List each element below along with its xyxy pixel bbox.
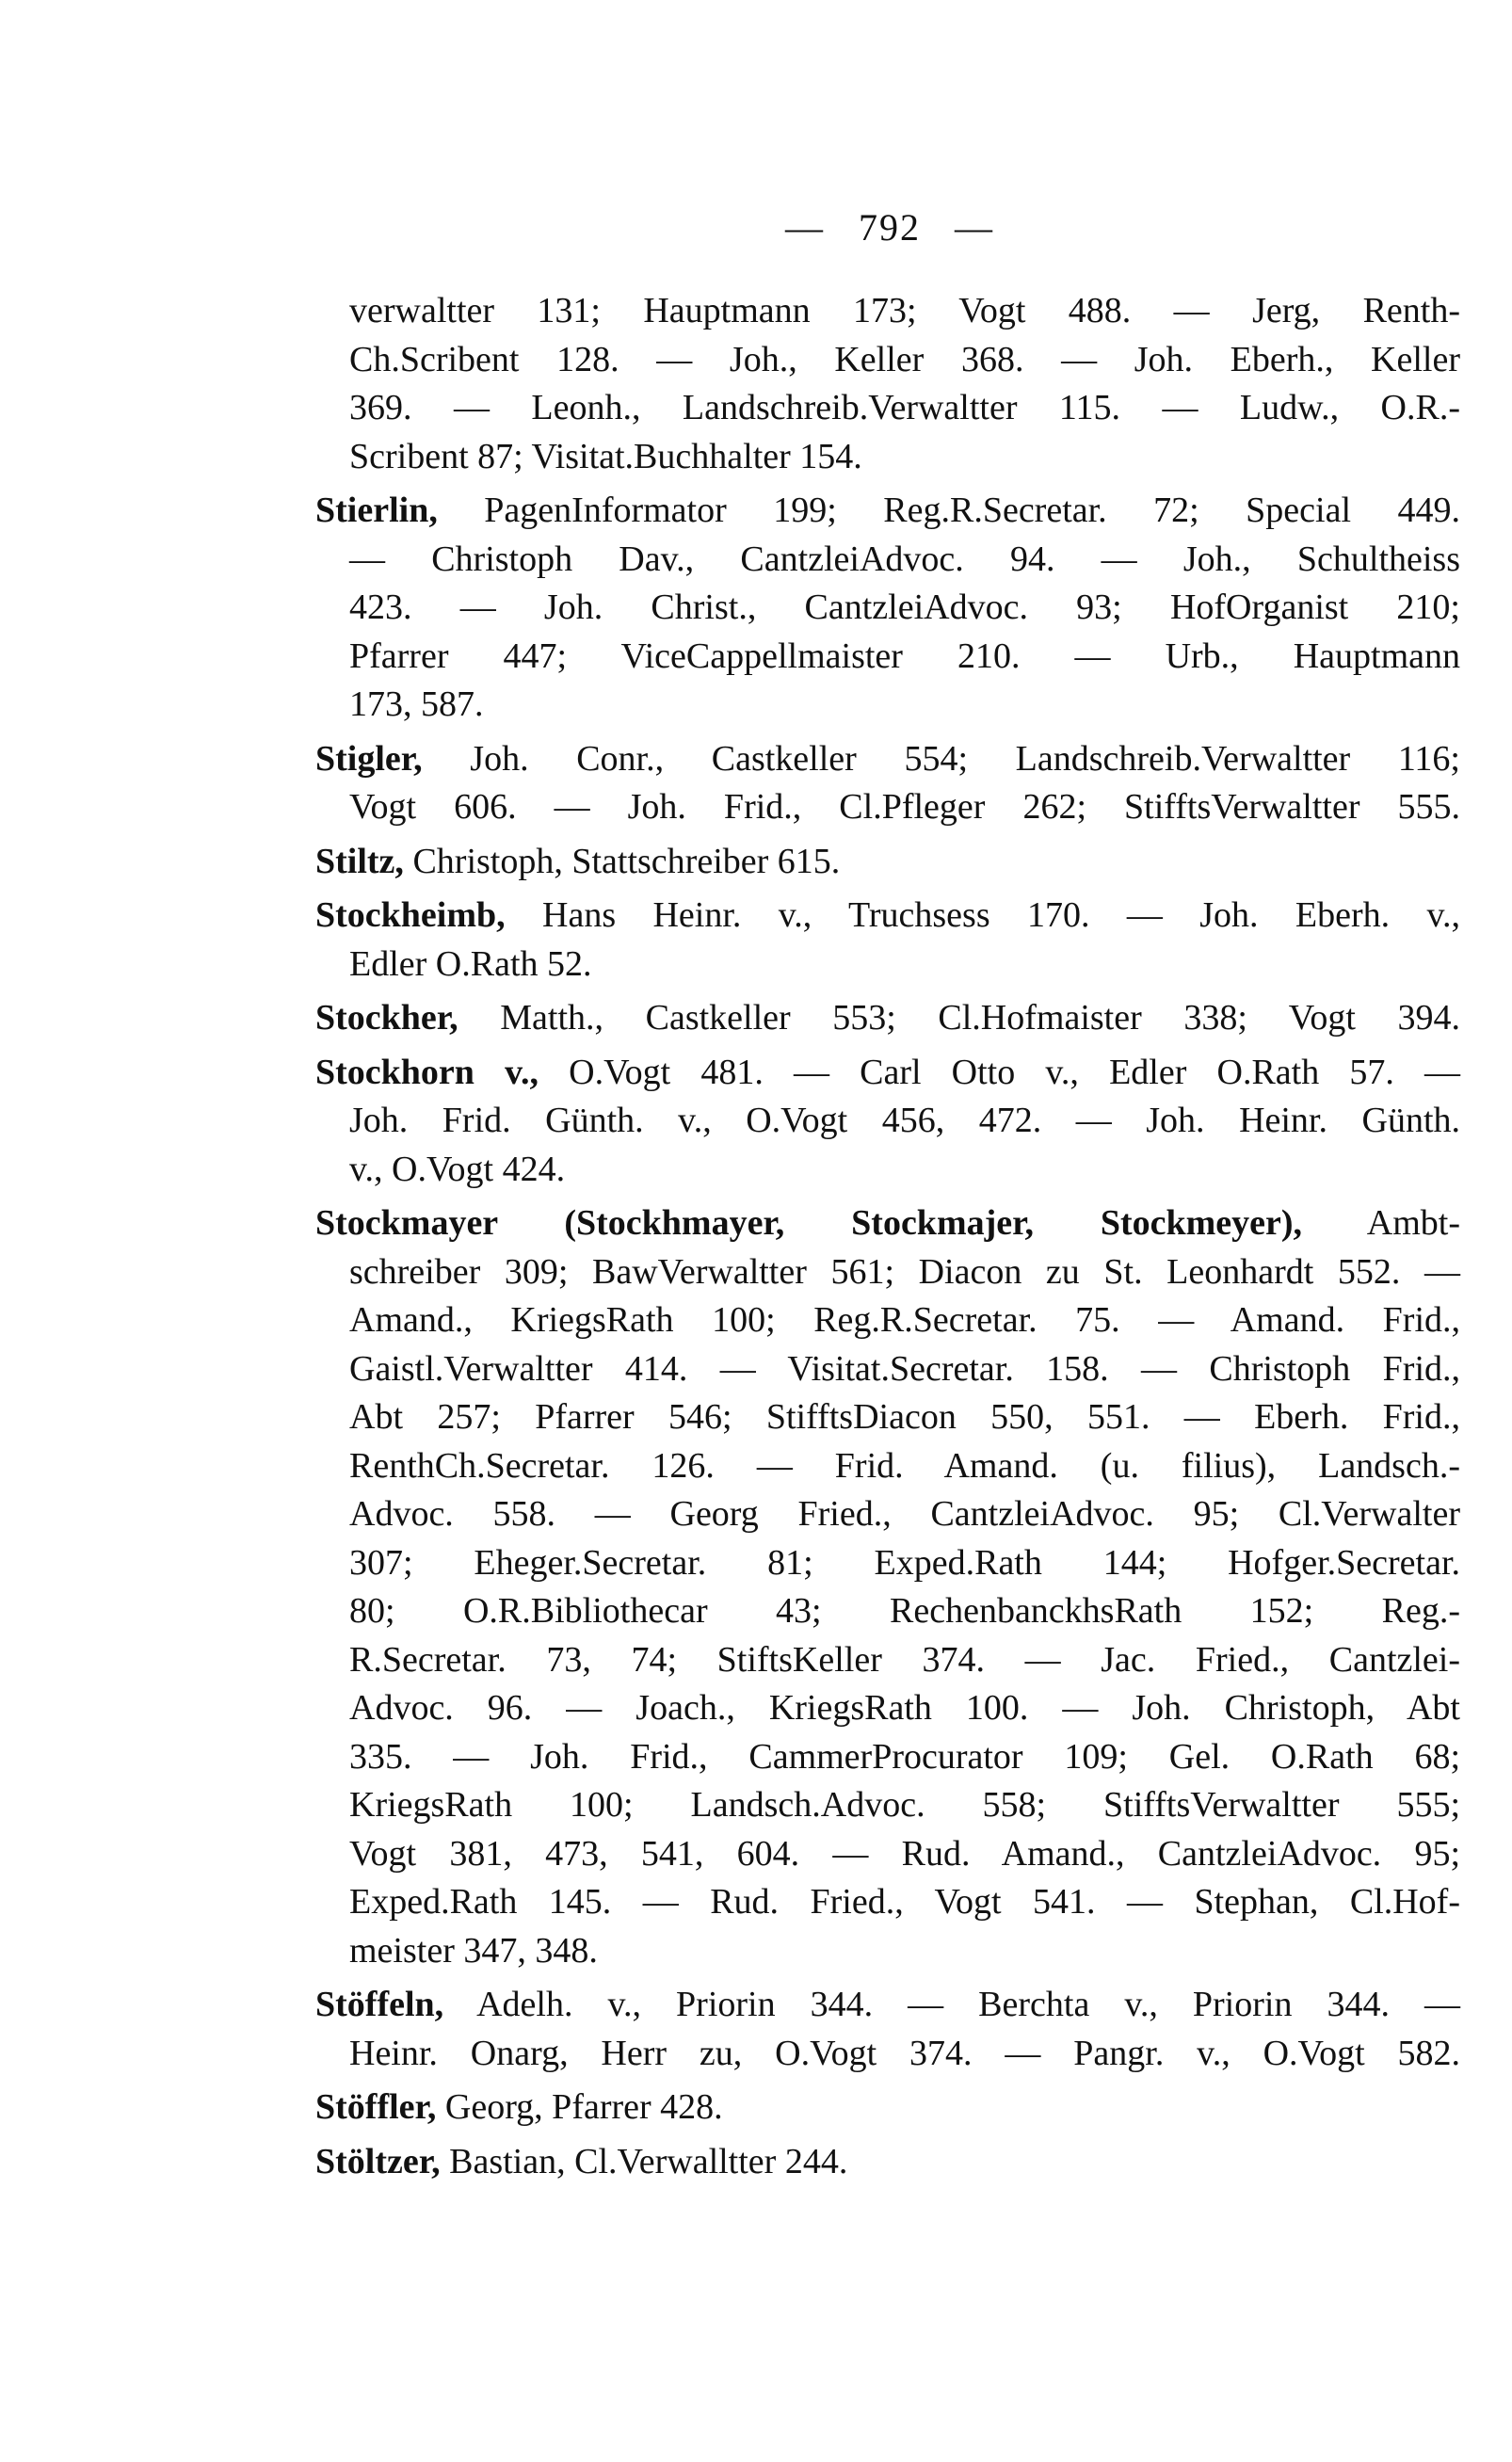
entry-line: [349, 584, 1460, 633]
page-number-dash-left: —: [785, 206, 825, 249]
entry-line: [349, 536, 1460, 585]
entry-text: 335. — Joh. Frid., CammerProcurator 109; Gel. O.Rath 68;: [349, 1736, 1460, 1777]
entry-line: [349, 633, 1460, 682]
entry-text: Christoph, Stattschreiber 615.: [403, 841, 841, 881]
entry-text: 423. — Joh. Christ., CantzleiAdvoc. 93; HofOrganist 210;: [349, 587, 1460, 627]
entry-headword: Stigler,: [315, 738, 423, 779]
entry-headword: Stockhorn v.,: [315, 1052, 539, 1092]
entry-headword: Stiltz,: [315, 841, 404, 881]
entry-text: KriegsRath 100; Landsch.Advoc. 558; StifftsVerwaltter 555;: [349, 1785, 1460, 1825]
entry-text: schreiber 309; BawVerwaltter 561; Diacon zu St. Leonhardt 552. —: [349, 1251, 1460, 1292]
entry-line: [315, 1981, 1460, 2030]
entry-line: [349, 1539, 1460, 1588]
entry-line: [315, 892, 1460, 941]
entry-line: [349, 1830, 1460, 1879]
entry-text: Joh. Frid. Günth. v., O.Vogt 456, 472. — Joh. Heinr. Günth.: [349, 1101, 1460, 1140]
entry-text: verwaltter 131; Hauptmann 173; Vogt 488. — Jerg, Renth-: [349, 291, 1460, 330]
entry-text: Edler O.Rath 52.: [349, 943, 592, 984]
entry-headword: Stöltzer,: [315, 2141, 441, 2181]
entry-line: [349, 384, 1460, 433]
entry-text: PagenInformator 199; Reg.R.Secretar. 72; Special 449.: [437, 491, 1460, 530]
entry-line: [349, 1393, 1460, 1442]
entry-line: [349, 1442, 1460, 1491]
entry-line: [349, 336, 1460, 385]
register-entry: [315, 838, 1460, 887]
entry-text: Pfarrer 447; ViceCappellmaister 210. — Urb., Hauptmann: [349, 636, 1460, 676]
entry-text: Bastian, Cl.Verwalltter 244.: [440, 2141, 848, 2181]
entry-text: 369. — Leonh., Landschreib.Verwaltter 115. — Ludw., O.R.-: [349, 388, 1460, 427]
entry-text: Advoc. 558. — Georg Fried., CantzleiAdvoc. 95; Cl.Verwalter: [349, 1494, 1460, 1534]
entry-text: RenthCh.Secretar. 126. — Frid. Amand. (u. filius), Landsch.-: [349, 1445, 1460, 1486]
register-entry: [315, 1199, 1460, 1975]
entry-text: O.Vogt 481. — Carl Otto v., Edler O.Rath 57. —: [538, 1052, 1461, 1092]
entry-text: meister 347, 348.: [349, 1930, 598, 1971]
entry-text: Adelh. v., Priorin 344. — Berchta v., Priorin 344. —: [443, 1985, 1460, 2024]
entry-headword: Stöffeln,: [315, 1985, 444, 2024]
entry-text: — Christoph Dav., CantzleiAdvoc. 94. — Joh., Schultheiss: [349, 539, 1460, 579]
entry-text: Heinr. Onarg, Herr zu, O.Vogt 374. — Pangr. v., O.Vogt 582.: [349, 2033, 1460, 2073]
entry-text: 80; O.R.Bibliothecar 43; RechenbanckhsRath 152; Reg.-: [349, 1591, 1460, 1631]
entry-line: [349, 1684, 1460, 1733]
entry-text: Ambt-: [1302, 1203, 1460, 1243]
entry-text: Gaistl.Verwaltter 414. — Visitat.Secretar. 158. — Christoph Frid.,: [349, 1348, 1460, 1389]
entry-line: [349, 1587, 1460, 1636]
entry-line: [349, 287, 1460, 336]
entry-text: 173, 587.: [349, 684, 484, 724]
entry-headword: Stockher,: [315, 998, 458, 1038]
entry-line: [315, 735, 1460, 784]
entry-line: [315, 1199, 1460, 1248]
entry-line: [349, 1878, 1460, 1927]
entry-text: 307; Eheger.Secretar. 81; Exped.Rath 144; Hofger.Secretar.: [349, 1542, 1460, 1583]
entry-line: [349, 681, 1460, 730]
entry-text: Abt 257; Pfarrer 546; StifftsDiacon 550, 551. — Eberh. Frid.,: [349, 1397, 1460, 1437]
entry-line: [349, 2030, 1460, 2079]
entry-line: [349, 941, 1460, 990]
entry-headword: Stöffler,: [315, 2087, 437, 2127]
entry-text: Vogt 606. — Joh. Frid., Cl.Pfleger 262; StifftsVerwaltter 555.: [349, 787, 1460, 827]
entry-line: [349, 433, 1460, 482]
register-entries: [315, 287, 1460, 2186]
entry-text: Advoc. 96. — Joach., KriegsRath 100. — Joh. Christoph, Abt: [349, 1688, 1460, 1728]
entry-line: [349, 1781, 1460, 1830]
page-number-dash-right: —: [955, 206, 994, 249]
register-entry: [315, 2084, 1460, 2132]
entry-line: [349, 1345, 1460, 1394]
entry-line: [349, 1636, 1460, 1685]
register-entry: [315, 892, 1460, 989]
register-entry: [315, 1049, 1460, 1195]
entry-text: Amand., KriegsRath 100; Reg.R.Secretar. 75. — Amand. Frid.,: [349, 1300, 1460, 1340]
page-number: [0, 205, 1512, 249]
entry-line: [315, 487, 1460, 536]
entry-text: Hans Heinr. v., Truchsess 170. — Joh. Eberh. v.,: [505, 895, 1460, 935]
entry-text: R.Secretar. 73, 74; StiftsKeller 374. — Jac. Fried., Cantzlei-: [349, 1639, 1460, 1680]
register-entry: [315, 2138, 1460, 2187]
entry-text: Scribent 87; Visitat.Buchhalter 154.: [349, 436, 862, 476]
entry-headword: Stockheimb,: [315, 895, 506, 935]
register-entry: [315, 487, 1460, 730]
register-entry: [315, 1981, 1460, 2078]
entry-line: [349, 1733, 1460, 1782]
entry-line: [349, 783, 1460, 832]
entry-text: Joh. Conr., Castkeller 554; Landschreib.Verwaltter 116;: [422, 738, 1460, 779]
entry-line: [315, 2138, 1460, 2187]
entry-line: [349, 1296, 1460, 1345]
entry-line: [349, 1490, 1460, 1539]
register-entry: [315, 735, 1460, 832]
entry-line: [349, 1927, 1460, 1976]
entry-line: [349, 1097, 1460, 1146]
entry-line: [349, 1146, 1460, 1195]
entry-line: [349, 1248, 1460, 1297]
entry-text: Vogt 381, 473, 541, 604. — Rud. Amand., CantzleiAdvoc. 95;: [349, 1833, 1460, 1874]
entry-text: Matth., Castkeller 553; Cl.Hofmaister 338; Vogt 394.: [458, 998, 1460, 1038]
entry-line: [315, 1049, 1460, 1098]
entry-line: [315, 994, 1460, 1043]
entry-line: [315, 838, 1460, 887]
page-number-value: 792: [859, 206, 921, 249]
entry-text: Ch.Scribent 128. — Joh., Keller 368. — Joh. Eberh., Keller: [349, 339, 1460, 379]
entry-text: Georg, Pfarrer 428.: [436, 2087, 723, 2127]
entry-line: [315, 2084, 1460, 2132]
entry-headword: Stockmayer (Stockhmayer, Stockmajer, Stockmeyer),: [315, 1203, 1303, 1243]
entry-headword: Stierlin,: [315, 491, 438, 530]
entry-text: v., O.Vogt 424.: [349, 1149, 566, 1189]
register-entry: [315, 287, 1460, 481]
register-entry: [315, 994, 1460, 1043]
entry-text: Exped.Rath 145. — Rud. Fried., Vogt 541. — Stephan, Cl.Hof-: [349, 1882, 1460, 1922]
